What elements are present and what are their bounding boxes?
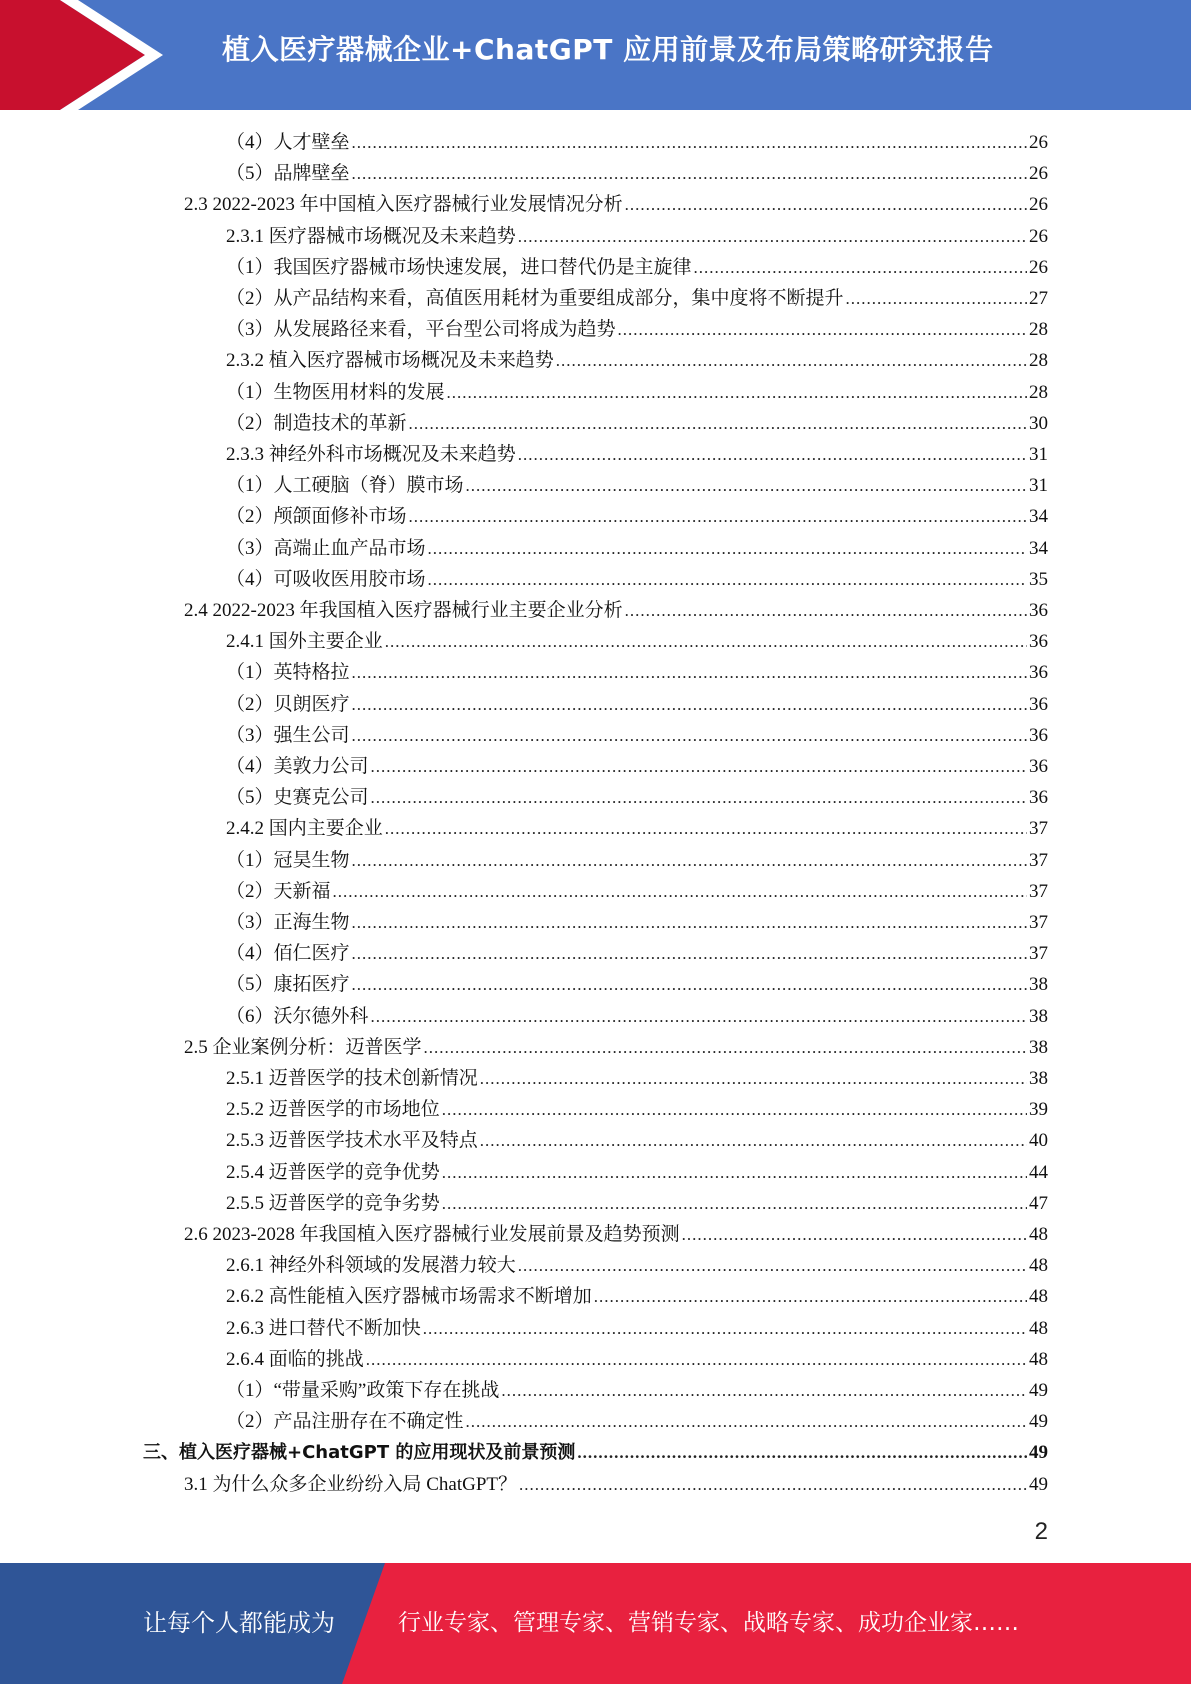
toc-entry[interactable] [226,158,1048,189]
toc-entry[interactable] [226,907,1048,938]
toc-dot-leader [625,595,1027,626]
toc-entry[interactable] [226,1157,1048,1188]
toc-dot-leader [352,127,1027,158]
toc-dot-leader [352,689,1027,720]
toc-dot-leader [409,501,1027,532]
toc-dot-leader [352,845,1027,876]
toc-entry[interactable] [184,595,1048,626]
toc-entry-label: （1）我国医疗器械市场快速发展，进口替代仍是主旋律 [226,256,692,278]
toc-entry-label: （4）可吸收医用胶市场 [226,568,426,590]
toc-entry-label: （6）沃尔德外科 [226,1005,369,1027]
toc-entry-page: 34 [1029,537,1048,559]
toc-entry[interactable] [226,439,1048,470]
toc-entry-page: 37 [1029,912,1048,933]
toc-dot-leader [594,1281,1027,1312]
toc-entry-label: 2.5.3 迈普医学技术水平及特点 [226,1130,478,1152]
toc-entry-label: 2.6.3 进口替代不断加快 [226,1317,421,1339]
toc-entry-page: 28 [1029,350,1048,372]
toc-entry-page: 28 [1029,319,1048,341]
toc-entry-label: （2）产品注册存在不确定性 [226,1411,464,1433]
toc-entry-label: （4）美敦力公司 [226,756,369,777]
toc-entry-label: （5）品牌壁垒 [226,163,350,185]
toc-entry-label: （4）佰仁医疗 [226,943,350,965]
toc-entry-label: （1）英特格拉 [226,662,350,684]
toc-entry-page: 26 [1029,256,1048,278]
toc-entry-page: 37 [1029,818,1048,840]
toc-entry-page: 37 [1029,880,1048,902]
toc-entry-page: 39 [1029,1099,1048,1121]
toc-entry-page: 26 [1029,132,1048,153]
toc-entry-page: 36 [1029,787,1048,809]
toc-entry-label: 2.5.1 迈普医学的技术创新情况 [226,1068,478,1089]
toc-dot-leader [447,377,1027,408]
toc-entry-label: （2）制造技术的革新 [226,412,407,434]
footer-slogan-right: 行业专家、管理专家、营销专家、战略专家、成功企业家…… [398,1610,1019,1636]
toc-entry-page: 48 [1029,1348,1048,1370]
toc-dot-leader [428,533,1027,564]
toc-entry-page: 37 [1029,849,1048,871]
toc-entry-label: （3）正海生物 [226,912,350,933]
toc-entry-page: 31 [1029,444,1048,465]
toc-entry-label: 2.3.3 神经外科市场概况及未来趋势 [226,444,516,465]
toc-entry[interactable] [226,1125,1048,1156]
toc-entry[interactable] [226,564,1048,595]
toc-entry[interactable] [184,1032,1048,1063]
toc-entry-label: 2.4.2 国内主要企业 [226,818,383,840]
toc-dot-leader [385,626,1027,657]
toc-entry-page: 47 [1029,1192,1048,1214]
toc-dot-leader [846,283,1027,314]
toc-dot-leader [519,1469,1027,1500]
toc-entry[interactable] [226,1281,1048,1312]
toc-dot-leader [423,1313,1027,1344]
toc-entry-label: （2）贝朗医疗 [226,693,350,715]
toc-dot-leader [577,1437,1027,1468]
toc-entry-label: 2.3 2022-2023 年中国植入医疗器械行业发展情况分析 [184,194,623,216]
toc-entry[interactable] [226,813,1048,844]
toc-entry-page: 44 [1029,1161,1048,1183]
toc-dot-leader [371,751,1027,782]
toc-entry[interactable] [226,751,1048,782]
toc-entry-page: 49 [1029,1380,1048,1401]
toc-entry-label: （2）颅颌面修补市场 [226,506,407,528]
toc-dot-leader [352,907,1027,938]
toc-entry-label: （4）人才壁垒 [226,132,350,153]
toc-entry-page: 28 [1029,381,1048,403]
toc-dot-leader [442,1157,1027,1188]
toc-dot-leader [352,969,1027,1000]
toc-entry-page: 49 [1029,1473,1048,1495]
toc-dot-leader [518,221,1027,252]
toc-entry-page: 30 [1029,412,1048,434]
toc-entry-page: 49 [1029,1411,1048,1433]
toc-dot-leader [694,252,1027,283]
toc-entry-page: 38 [1029,1036,1048,1058]
toc-entry[interactable] [226,1094,1048,1125]
toc-entry-page: 38 [1029,1005,1048,1027]
toc-dot-leader [466,470,1027,501]
toc-dot-leader [442,1188,1027,1219]
footer-banner [0,1563,1191,1684]
toc-entry-label: 2.6.2 高性能植入医疗器械市场需求不断增加 [226,1286,592,1308]
toc-entry[interactable] [226,657,1048,688]
toc-entry[interactable] [226,345,1048,376]
toc-entry[interactable] [226,1250,1048,1281]
toc-entry[interactable] [184,1469,1048,1500]
toc-dot-leader [352,657,1027,688]
toc-entry-page: 36 [1029,756,1048,777]
toc-entry-label: 3.1 为什么众多企业纷纷入局 ChatGPT？ [184,1473,518,1495]
toc-entry[interactable] [184,1219,1048,1250]
toc-entry-page: 27 [1029,288,1048,309]
toc-entry-label: （5）史赛克公司 [226,787,369,809]
toc-dot-leader [682,1219,1027,1250]
toc-entry-label: （2）从产品结构来看，高值医用耗材为重要组成部分，集中度将不断提升 [226,288,844,309]
toc-entry-label: （5）康拓医疗 [226,974,350,996]
toc-entry-page: 36 [1029,631,1048,653]
header-banner [0,0,1191,110]
toc-dot-leader [352,720,1027,751]
toc-entry-label: （1）人工硬脑（脊）膜市场 [226,475,464,497]
toc-dot-leader [371,782,1027,813]
toc-entry-label: 2.4 2022-2023 年我国植入医疗器械行业主要企业分析 [184,600,623,621]
toc-entry-page: 48 [1029,1224,1048,1245]
header-red-arrow [0,0,145,110]
toc-entry[interactable] [226,501,1048,532]
toc-entry-page: 36 [1029,662,1048,684]
toc-entry-label: （1）“带量采购”政策下存在挑战 [226,1380,500,1401]
toc-entry-label: （3）高端止血产品市场 [226,537,426,559]
toc-entry[interactable] [226,689,1048,720]
toc-entry[interactable] [226,845,1048,876]
toc-dot-leader [333,876,1027,907]
toc-entry-page: 36 [1029,724,1048,746]
toc-entry-label: 2.5 企业案例分析：迈普医学 [184,1036,422,1058]
toc-entry[interactable] [226,1344,1048,1375]
toc-entry-label: 2.5.2 迈普医学的市场地位 [226,1099,440,1121]
toc-entry-label: 2.4.1 国外主要企业 [226,631,383,653]
toc-dot-leader [424,1032,1027,1063]
toc-entry[interactable] [184,189,1048,220]
toc-entry[interactable] [226,876,1048,907]
toc-entry-label: （2）天新福 [226,880,331,902]
toc-entry[interactable] [226,969,1048,1000]
toc-dot-leader [409,408,1027,439]
toc-dot-leader [442,1094,1027,1125]
toc-entry[interactable] [226,127,1048,158]
toc-entry-page: 26 [1029,194,1048,216]
toc-entry-label: 2.3.1 医疗器械市场概况及未来趋势 [226,225,516,247]
toc-entry-label: 2.6.1 神经外科领域的发展潜力较大 [226,1255,516,1277]
toc-entry-label: 2.5.5 迈普医学的竞争劣势 [226,1192,440,1214]
toc-entry-label: 2.3.2 植入医疗器械市场概况及未来趋势 [226,350,554,372]
toc-dot-leader [556,345,1027,376]
toc-dot-leader [618,314,1027,345]
toc-entry[interactable] [143,1437,1048,1468]
toc-entry-page: 34 [1029,506,1048,528]
toc-entry-label: 2.5.4 迈普医学的竞争优势 [226,1161,440,1183]
report-title: 植入医疗器械企业+ChatGPT 应用前景及布局策略研究报告 [222,33,994,66]
toc-dot-leader [366,1344,1027,1375]
toc-dot-leader [625,189,1027,220]
toc-dot-leader [352,938,1027,969]
toc-dot-leader [501,1375,1027,1406]
toc-entry-page: 40 [1029,1130,1048,1152]
toc-entry-page: 36 [1029,600,1048,621]
toc-entry-page: 35 [1029,568,1048,590]
toc-dot-leader [480,1063,1027,1094]
toc-entry[interactable] [226,377,1048,408]
footer-slogan-left: 让每个人都能成为 [143,1609,335,1637]
toc-entry-label: （3）强生公司 [226,724,350,746]
toc-dot-leader [385,813,1027,844]
toc-dot-leader [480,1125,1027,1156]
toc-entry[interactable] [226,1001,1048,1032]
toc-entry[interactable] [226,314,1048,345]
toc-entry[interactable] [226,533,1048,564]
toc-entry-page: 38 [1029,974,1048,996]
toc-entry[interactable] [226,1375,1048,1406]
toc-entry[interactable] [226,782,1048,813]
toc-entry[interactable] [226,720,1048,751]
toc-entry-page: 26 [1029,163,1048,185]
toc-entry[interactable] [226,221,1048,252]
toc-entry-page: 48 [1029,1286,1048,1308]
toc-entry-page: 49 [1029,1442,1048,1464]
toc-dot-leader [466,1406,1027,1437]
toc-dot-leader [428,564,1027,595]
toc-entry[interactable] [226,470,1048,501]
toc-dot-leader [518,1250,1027,1281]
toc-entry-label: 2.6.4 面临的挑战 [226,1348,364,1370]
toc-entry-page: 48 [1029,1255,1048,1277]
toc-entry-label: 2.6 2023-2028 年我国植入医疗器械行业发展前景及趋势预测 [184,1224,680,1245]
toc-entry[interactable] [226,1063,1048,1094]
toc-entry-page: 26 [1029,225,1048,247]
toc-entry-page: 36 [1029,693,1048,715]
toc-dot-leader [352,158,1027,189]
page-number: 2 [1034,1518,1048,1545]
toc-entry[interactable] [226,252,1048,283]
toc-entry[interactable] [226,1406,1048,1437]
toc-entry[interactable] [226,283,1048,314]
toc-entry[interactable] [226,1313,1048,1344]
toc-entry-label: 三、植入医疗器械+ChatGPT 的应用现状及前景预测 [143,1442,576,1464]
toc-entry-page: 48 [1029,1317,1048,1339]
toc-entry[interactable] [226,626,1048,657]
toc-entry[interactable] [226,938,1048,969]
toc-dot-leader [371,1001,1027,1032]
toc-entry[interactable] [226,408,1048,439]
toc-entry-page: 31 [1029,475,1048,497]
toc-dot-leader [518,439,1027,470]
toc-entry-label: （1）冠昊生物 [226,849,350,871]
toc-entry-page: 37 [1029,943,1048,965]
toc-entry[interactable] [226,1188,1048,1219]
toc-entry-page: 38 [1029,1068,1048,1089]
toc-entry-label: （3）从发展路径来看，平台型公司将成为趋势 [226,319,616,341]
toc-entry-label: （1）生物医用材料的发展 [226,381,445,403]
